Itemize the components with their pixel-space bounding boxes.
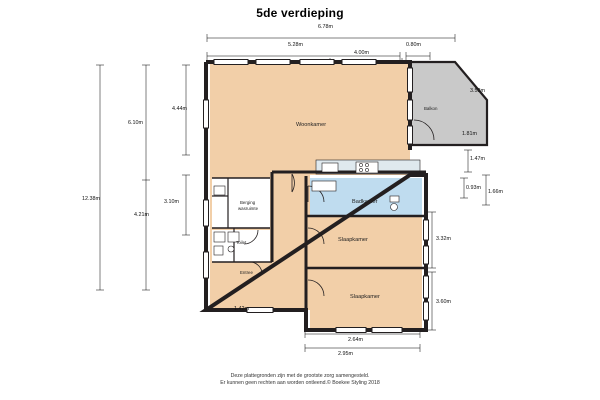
dim-right-3.53m: 3.53m	[470, 88, 485, 94]
dim-left-4.21m: 4.21m	[134, 212, 149, 218]
dim-top-6.78m: 6.78m	[318, 24, 333, 30]
room-label-slaapkamer-2: Slaapkamer	[350, 294, 380, 300]
footer-line-1: Deze plattegronden zijn met de grootste zorg samengesteld.	[230, 373, 370, 379]
room-label-toilet: Toilet	[236, 240, 247, 245]
room-label-badkamer: Badkamer	[352, 199, 378, 205]
dim-top-4.00m: 4.00m	[354, 50, 369, 56]
dim-right-3.60m: 3.60m	[436, 299, 451, 305]
room-label-berging: Berging	[240, 200, 256, 205]
dim-top-5.28m: 5.28m	[288, 42, 303, 48]
dim-left-4.44m: 4.44m	[172, 106, 187, 112]
dim-right-1.66m: 1.66m	[488, 189, 503, 195]
dim-right-1.47m: 1.47m	[470, 156, 485, 162]
room-label-wasruimte: wasruimte	[238, 206, 259, 211]
dim-left-12.38m: 12.38m	[82, 196, 100, 202]
dim-left-6.10m: 6.10m	[128, 120, 143, 126]
woonkamer-floor	[210, 62, 410, 175]
room-label-balkon: Balkon	[424, 106, 438, 111]
room-label-slaapkamer-1: Slaapkamer	[338, 237, 368, 243]
dim-top-0.80m: 0.80m	[406, 42, 421, 48]
footer-line-2: Er kunnen geen rechten aan worden ontleend.© Boekee Styling 2018	[220, 380, 380, 386]
page-title: 5de verdieping	[256, 6, 344, 20]
dim-left-3.10m: 3.10m	[164, 199, 179, 205]
dim-bottom-1.42m: 1.42m	[234, 306, 249, 312]
dim-right-1.81m: 1.81m	[462, 131, 477, 137]
dim-right-3.32m: 3.32m	[436, 236, 451, 242]
room-label-entree: Entree	[240, 270, 253, 275]
dim-bottom-2.64m: 2.64m	[348, 337, 363, 343]
dim-bottom-2.95m: 2.95m	[338, 351, 353, 357]
room-label-woonkamer: Woonkamer	[296, 122, 327, 128]
dim-right-0.93m: 0.93m	[466, 185, 481, 191]
